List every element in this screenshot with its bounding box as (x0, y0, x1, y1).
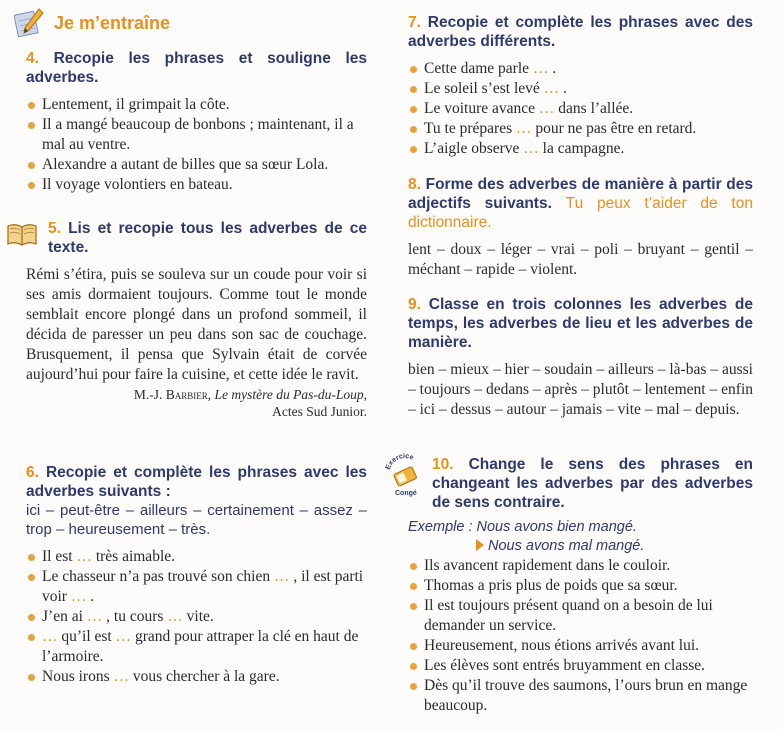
list-item: Ils avancent rapidement dans le couloir. (408, 556, 753, 576)
list-item: Dès qu’il trouve des saumons, l’ours brun en mange beaucoup. (408, 676, 753, 716)
sentence-fragment: Le voiture avance (424, 100, 539, 117)
blank-placeholder: … (70, 588, 87, 605)
sentence-fragment: pour ne pas être en retard. (531, 120, 697, 137)
sentence-fragment: Nous irons (42, 668, 114, 685)
exercise-10-number: 10. (432, 456, 454, 473)
exercise-7-number: 7. (408, 14, 421, 31)
list-item: Heureusement, nous étions arrivés avant lui. (408, 636, 753, 656)
badge-top-label: Exercice (384, 452, 415, 471)
sentence-fragment: Le chasseur n’a pas trouvé son chien (42, 568, 274, 585)
sentence-fragment: . (548, 60, 557, 77)
pencil-icon (14, 7, 44, 39)
exercise-5-number: 5. (48, 220, 61, 237)
sentence-fragment: vite. (182, 608, 214, 625)
exercise-4-instruction: Recopie les phrases et souligne les adverbes. (26, 50, 367, 86)
exercise-7-title (408, 13, 753, 51)
list-item (408, 139, 753, 159)
exercise-9-number: 9. (408, 296, 421, 313)
list-item: Thomas a pris plus de poids que sa sœur. (408, 576, 753, 596)
sentence-fragment: très aimable. (91, 548, 176, 565)
exercise-5-instruction: Lis et recopie tous les adverbes de ce texte. (48, 220, 367, 256)
exercise-6 (26, 463, 367, 687)
exercise-10-list (408, 556, 753, 716)
exercise-9-title (408, 295, 753, 352)
exercise-4-number: 4. (26, 50, 39, 67)
exercise-6-list (26, 547, 367, 687)
list-item: Il a mangé beaucoup de bonbons ; maintenant, il a mal au ventre. (26, 115, 367, 155)
arrow-right-icon (476, 539, 484, 551)
list-item: Il est toujours présent quand on a besoin de lui demander un service. (408, 596, 753, 636)
exercise-8 (408, 175, 753, 280)
blank-placeholder: … (543, 80, 560, 97)
exercise-7-instruction: Recopie et complète les phrases avec des adverbes différents. (408, 14, 753, 50)
list-item: Les élèves sont entrés bruyamment en classe. (408, 656, 753, 676)
sentence-fragment: . (86, 588, 95, 605)
exercise-9-instruction: Classe en trois colonnes les adverbes de temps, les adverbes de lieu et les adverbes de manière. (408, 296, 753, 351)
section-title: Je m’entraîne (54, 12, 171, 33)
exercise-6-title (26, 463, 367, 501)
exercise-10 (408, 455, 753, 716)
sentence-fragment: . (559, 80, 567, 97)
exercise-8-words: lent – doux – léger – vrai – poli – bruyant – gentil – méchant – rapide – violent. (408, 241, 753, 278)
exercise-7 (408, 13, 753, 159)
section-header (14, 6, 170, 40)
exercise-8-hint: Tu peux t’aider de ton dictionnaire. (408, 195, 753, 231)
example-block (408, 518, 753, 556)
sentence-fragment: L’aigle observe (424, 140, 524, 157)
sentence-fragment: Cette dame parle (424, 60, 533, 77)
sentence-fragment: la campagne. (538, 140, 625, 157)
example-sentence: Nous avons bien mangé. (476, 519, 637, 535)
exercise-5-title (26, 219, 367, 257)
list-item (408, 99, 753, 119)
example-answer-line (408, 537, 644, 556)
blank-placeholder: … (274, 568, 290, 585)
exercise-4-title (26, 49, 367, 87)
citation (26, 386, 367, 420)
list-item (26, 567, 367, 607)
exercise-6-words: ici – peut-être – ailleurs – certainement – assez – trop – heureusement – très. (26, 502, 367, 538)
sentence-fragment: qu’il est (57, 628, 116, 645)
list-item: Il voyage volontiers en bateau. (26, 175, 367, 195)
sentence-fragment: vous chercher à la gare. (128, 668, 280, 685)
exercise-10-instruction: Change le sens des phrases en changeant les adverbes par des adverbes de sens contraire. (432, 456, 753, 511)
blank-placeholder: … (515, 120, 532, 137)
list-item (26, 667, 367, 687)
sentence-fragment: Le soleil s’est levé (424, 80, 544, 97)
blank-placeholder: … (523, 140, 539, 157)
exercise-5 (26, 219, 367, 420)
citation-book: Le mystère du Pas-du-Loup, (214, 387, 367, 402)
citation-author: M.-J. Barbier, (133, 387, 212, 402)
sentence-fragment: , il est parti voir (42, 568, 364, 605)
sentence-fragment: dans l’allée. (554, 100, 634, 117)
exercise-6-number: 6. (26, 464, 39, 481)
example-label: Exemple : (408, 519, 473, 535)
blank-placeholder: … (113, 668, 129, 685)
blank-placeholder: … (76, 548, 92, 565)
sentence-fragment: grand pour attraper la clé en haut de l’armoire. (42, 628, 359, 665)
blank-placeholder: … (86, 608, 103, 625)
exercise-7-list (408, 59, 753, 159)
exercise-8-instruction: Forme des adverbes de manière à partir des adjectifs suivants. (408, 176, 754, 212)
blank-placeholder: … (42, 628, 58, 645)
blank-placeholder: … (115, 628, 132, 645)
sentence-fragment: J’en ai (42, 608, 87, 625)
sentence-fragment: Il est (42, 548, 77, 565)
exercise-8-title (408, 175, 753, 232)
list-item (408, 59, 753, 79)
exercise-10-title (408, 455, 753, 512)
list-item (26, 607, 367, 627)
blank-placeholder: … (167, 608, 183, 625)
list-item (26, 627, 367, 667)
badge-bottom-label: Congé (395, 490, 417, 497)
sentence-fragment: , tu cours (102, 608, 168, 625)
exercise-8-number: 8. (408, 176, 421, 193)
list-item (408, 79, 753, 99)
exercise-4 (26, 49, 367, 195)
exercise-9-words: bien – mieux – hier – soudain – ailleurs – là-bas – aussi – toujours – dedans – après – plutôt – lentement – enfin – ici – dessus – autour – jamais – vite – mal – depuis. (408, 361, 753, 418)
exercise-6-instruction: Recopie et complète les phrases avec les adverbes suivants : (26, 464, 367, 500)
list-item (26, 547, 367, 567)
exercise-9 (408, 295, 753, 420)
blank-placeholder: … (532, 60, 549, 77)
exercise-4-list (26, 95, 367, 195)
exercise-5-text: Rémi s’étira, puis se souleva sur un coude pour voir si ses amis dormaient toujours. Comme tout le monde semblait encore plongé dans un profond sommeil, il décida de paresser un peu dans son sac de couchage. Brusquement, il pensa que Sylvain était de corvée aujourd’hui pour faire la cuisine, et cette idée le ravit. (26, 266, 367, 383)
sentence-fragment: Tu te prépares (424, 120, 516, 137)
list-item: Lentement, il grimpait la côte. (26, 95, 367, 115)
citation-publisher: Actes Sud Junior. (272, 404, 367, 419)
list-item (408, 119, 753, 139)
list-item: Alexandre a autant de billes que sa sœur Lola. (26, 155, 367, 175)
example-answer: Nous avons mal mangé. (488, 538, 645, 554)
blank-placeholder: … (538, 100, 555, 117)
